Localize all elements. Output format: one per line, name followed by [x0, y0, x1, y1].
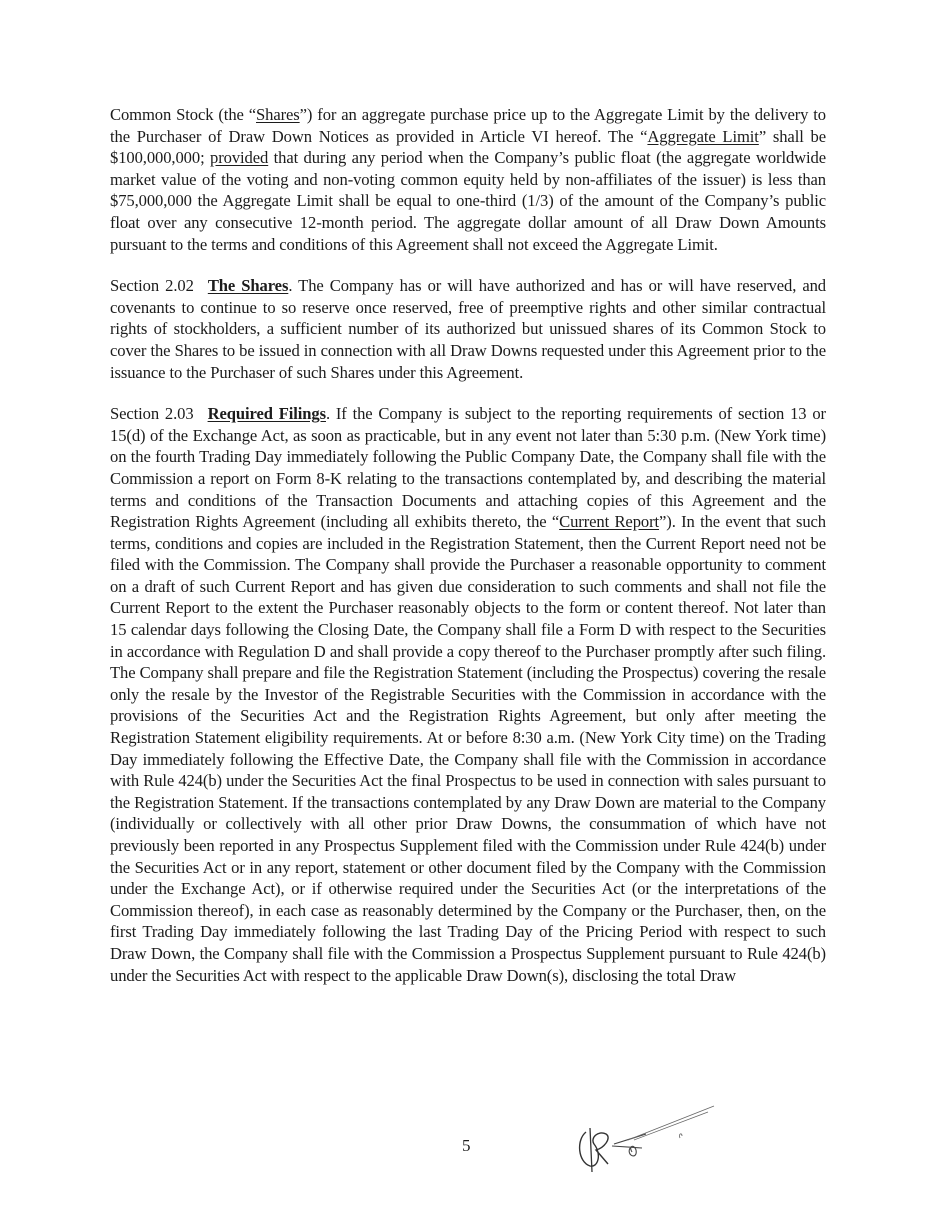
document-page [110, 104, 826, 1006]
section-body: . If the Company is subject to the reporting requirements of section 13 or 15(d) of the Exchange Act, as soon as practicable, but in any event not later than 5:30 p.m. (New York time) on the fourth Trading Day immediately following the Public Company Date, the Company shall file with the Commission a report on Form 8-K relating to the transactions contemplated by, and describing the material terms and conditions of the Transaction Documents and attaching copies of this Agreement and the Registration Rights Agreement (including all exhibits thereto, the “ [110, 404, 826, 532]
section-2-03 [110, 403, 826, 986]
section-number: Section 2.03 [110, 404, 194, 424]
defined-term-shares: Shares [256, 105, 300, 124]
paragraph-aggregate-limit [110, 104, 826, 255]
signature-initials-icon [568, 1104, 718, 1176]
defined-term-aggregate-limit: Aggregate Limit [647, 126, 759, 146]
page-number: 5 [462, 1136, 471, 1155]
defined-term-current-report: Current Report [559, 512, 660, 532]
text-run: that during any period when the Company’s public float (the aggregate worldwide market value of the voting and non-voting common equity held by non-affiliates of the issuer) is less than $75,000,000 the Aggregate Limit shall be equal to one-third (1/3) of the amount of the Company’s public float over any consecutive 12-month period. The aggregate dollar amount of all Draw Down Amounts pursuant to the terms and conditions of this Agreement shall not exceed the Aggregate Limit. [110, 148, 827, 254]
section-2-02 [110, 275, 826, 383]
section-body: . The Company has or will have authorized and has or will have reserved, and covenants to continue to so reserve once reserved, free of preemptive rights and other similar contractual rights of stockholders, a sufficient number of its authorized but unissued shares of its Common Stock to cover the Shares to be issued in connection with all Draw Downs requested under this Agreement prior to the issuance to the Purchaser of such Shares under this Agreement. [110, 276, 827, 382]
text-run: ”) for an aggregate purchase price up to the Aggregate Limit by the delivery to the Purchaser of Draw Down Notices as provided in Article VI hereof. The “ [110, 105, 826, 146]
text-run: Common Stock (the “ [110, 105, 256, 124]
term-provided: provided [210, 148, 269, 168]
section-body: ”). In the event that such terms, conditions and copies are included in the Registration Statement, then the Current Report need not be filed with the Commission. The Company shall provide the Purchaser a reasonable opportunity to comment on a draft of such Current Report and has given due consideration to such comments and shall not file the Current Report to the extent the Purchaser reasonably objects to the form or content thereof. Not later than 15 calendar days following the Closing Date, the Company shall file a Form D with respect to the Securities in accordance with Regulation D and shall provide a copy thereof to the Purchaser promptly after such filing. The Company shall prepare and file the Registration Statement (including the Prospectus) covering the resale only the resale by the Investor of the Registrable Securities with the Commission in accordance with the provisions of the Securities Act and the Registration Rights Agreement, but only after meeting the Registration Statement eligibility requirements. At or before 8:30 a.m. (New York City time) on the Trading Day immediately following the Effective Date, the Company shall file with the Commission in accordance with Rule 424(b) under the Securities Act the final Prospectus to be used in connection with sales pursuant to the Registration Statement. If the transactions contemplated by any Draw Down are material to the Company (individually or collectively with all other prior Draw Downs, the consummation of which have not previously been reported in any Prospectus Supplement filed with the Commission under Rule 424(b) under the Securities Act or in any report, statement or other document filed by the Company with the Commission under the Exchange Act), or if otherwise required under the Securities Act (or the interpretations of the Commission thereof), in each case as reasonably determined by the Company or the Purchaser, then, on the first Trading Day immediately following the last Trading Day of the Pricing Period with respect to such Draw Down, the Company shall file with the Commission a Prospectus Supplement pursuant to Rule 424(b) under the Securities Act with respect to the applicable Draw Down(s), disclosing the total Draw [110, 512, 826, 985]
section-title: Required Filings [207, 404, 326, 424]
section-number: Section 2.02 [110, 276, 194, 296]
section-title: The Shares [207, 276, 289, 296]
text-run: ” shall be $100,000,000; [110, 126, 826, 168]
